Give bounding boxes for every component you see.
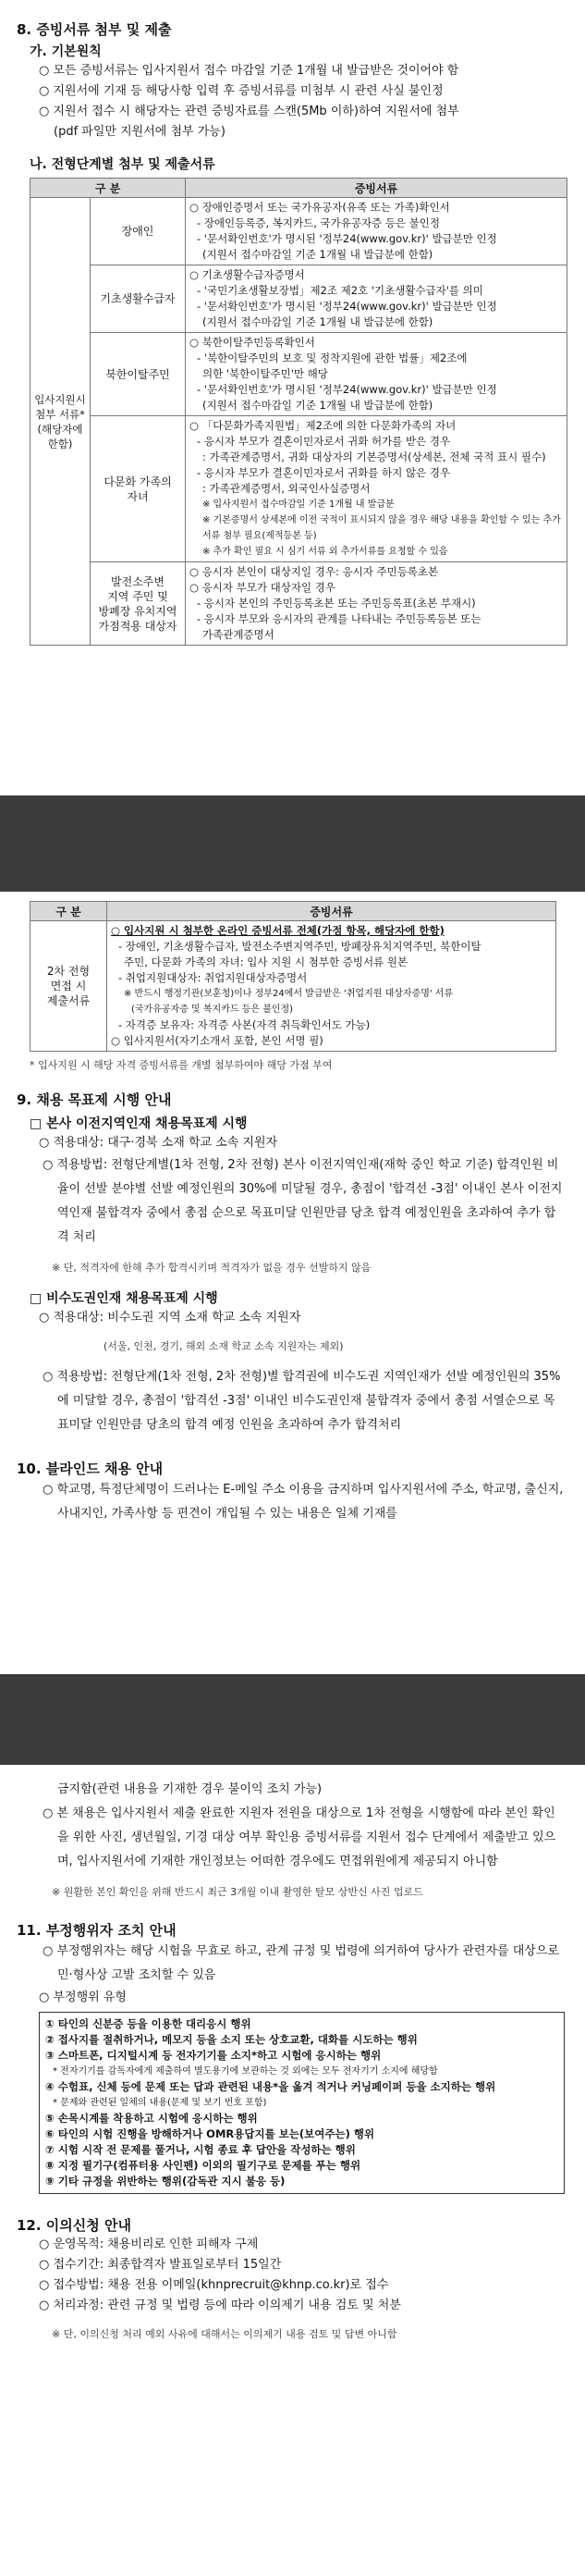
group-cell: 입사지원시 첨부 서류* (해당자에 한함)	[30, 198, 91, 646]
table-row	[30, 333, 567, 416]
blind-item: ○ 학교명, 특정단체명이 드러나는 E-메일 주소 이용을 금지하며 입사지원서에 주소, 학교명, 출신지, 사내지인, 가족사항 등 편견이 개입될 수 있는 내용은 일체 기재를	[43, 1483, 564, 1521]
doc-line: - 응시자 부모와 응시자의 관계를 나타내는 주민등록등본 또는	[197, 612, 481, 625]
doc-line: ○ 응시자 본인이 대상지일 경우: 응시자 주민등록초본	[189, 565, 439, 578]
misconduct-type: ⑤ 손목시계를 착용하고 시험에 응시하는 행위	[45, 2112, 258, 2125]
section-9-title: 9. 채용 목표제 시행 안내	[17, 1091, 172, 1108]
table-row	[30, 921, 556, 1052]
quota-item: ○ 적용방법: 전형단계별(1차 전형, 2차 전형) 본사 이전지역인재(재학 중인 학교 기준) 합격인원 비율이 선발 분야별 선발 예정인원의 30%에 미달될 경우, 총점이 '합격선 -3점' 이내인 본사 이전지역인재 불합격자 중에서 총점 순으로 목표미달 인원만큼 당초 합격 예정인원을 초과하여 추가 합격 처리	[43, 1158, 563, 1244]
doc-line: ※ 추가 확인 필요 시 심기 서류 외 추가서류를 요청할 수 있음	[202, 547, 448, 557]
doc-line: ○ 장애인증명서 또는 국가유공자(유족 또는 가족)확인서	[189, 201, 450, 214]
misconduct-type: ⑥ 타인의 시험 진행을 방해하거나 OMR용답지를 보는(보여주는) 행위	[45, 2127, 375, 2140]
document-page-1	[0, 0, 585, 795]
doc-line: - 응시자 부모가 결혼이민자로서 귀화를 하지 않은 경우	[197, 466, 451, 479]
doc-line: ○ 「다문화가족지원법」제2조에 의한 다문화가족의 자녀	[189, 419, 457, 432]
table-row	[30, 198, 567, 265]
row-category: 다문화 가족의 자녀	[91, 416, 186, 562]
interview-docs-table	[30, 901, 556, 1052]
objection-item: ○ 접수방법: 채용 전용 이메일(khnprecruit@khnp.co.kr)로 접수	[39, 2278, 389, 2292]
misconduct-type: ① 타인의 신분증 등을 이용한 대리응시 행위	[45, 2017, 251, 2030]
blind-note: ※ 원활한 본인 확인을 위해 반드시 최근 3개월 이내 촬영한 탈모 상반신 사진 업로드	[52, 1886, 423, 1898]
quota-item: ○ 적용대상: 비수도권 지역 소재 학교 소속 지원자	[39, 1311, 301, 1325]
section-12-title: 12. 이의신청 안내	[17, 2217, 131, 2234]
row-documents	[186, 265, 567, 333]
doc-line: - '문서확인번호'가 명시된 '정부24(www.gov.kr)' 발급분만 인정	[197, 300, 497, 313]
misconduct-type: ⑧ 지정 필기구(컴퓨터용 사인펜) 이외의 필기구로 문제를 푸는 행위	[45, 2159, 361, 2172]
doc-line: - 자격증 보유자: 자격증 사본(자격 취득확인서도 가능)	[118, 1018, 371, 1031]
misconduct-item: ○ 부정행위자는 해당 시험을 무효로 하고, 관계 규정 및 법령에 의거하여 당사가 관련자를 대상으로 민·형사상 고발 조치할 수 있음	[43, 1944, 559, 1982]
doc-line: - 취업지원대상자: 취업지원대상자증명서	[118, 971, 308, 984]
doc-line: ○ 입사지원 시 첨부한 온라인 증빙서류 전체(가점 항목, 해당자에 한함)	[111, 924, 445, 937]
document-page-3	[0, 1765, 585, 2576]
table-header-documents: 증빙서류	[186, 179, 567, 198]
misconduct-type: ⑦ 시험 시작 전 문제를 풀거나, 시험 종료 후 답안을 작성하는 행위	[45, 2143, 356, 2156]
hq-region-quota-title: □ 본사 이전지역인재 채용목표제 시행	[30, 1116, 248, 1131]
row-category: 기초생활수급자	[91, 265, 186, 333]
doc-line: - 응시자 부모가 결혼이민자로서 귀화 허가를 받은 경우	[197, 435, 451, 448]
row-documents	[186, 416, 567, 562]
table-header-category: 구 분	[30, 179, 186, 198]
row-category: 장애인	[91, 198, 186, 265]
doc-line: - 장애인등록증, 복지카드, 국가유공자증 등은 불인정	[197, 216, 441, 229]
row-documents	[186, 562, 567, 646]
misconduct-type: ⑨ 기타 규정을 위반하는 행위(감독관 지시 불응 등)	[45, 2175, 286, 2188]
documents-table	[30, 178, 567, 646]
page-separator	[0, 795, 585, 892]
misconduct-type: * 전자기기를 감독자에게 제출하여 별도용기에 보관하는 것 외에는 모두 전자기기 소지에 해당함	[53, 2066, 438, 2077]
doc-line: - '국민기초생활보장법」제2조 제2호 '기초생활수급자'를 의미	[197, 284, 483, 297]
doc-line: (지원서 접수마감일 기준 1개월 내 발급분에 한함)	[202, 399, 433, 412]
table-row	[30, 562, 567, 646]
misconduct-types-box	[39, 2012, 565, 2194]
doc-line: (국가유공자증 및 복지카드 등은 불인정)	[131, 1005, 294, 1015]
objection-item: ○ 접수기간: 최종합격자 발표일로부터 15일간	[39, 2258, 282, 2272]
row-category: 발전소주변 지역 주민 및 방폐장 유치지역 가점적용 대상자	[91, 562, 186, 646]
section-8-title: 8. 증빙서류 첨부 및 제출	[17, 21, 172, 38]
table-header-documents: 증빙서류	[107, 902, 556, 921]
doc-line: ※ 반드시 행정기관(보훈청)이나 정부24에서 발급받은 '취업지원 대상자증명' 서류	[124, 989, 454, 999]
doc-line: ※ 입사지원서 접수마감일 기준 1개월 내 발급분	[202, 499, 395, 510]
basic-principle-title: 가. 기본원칙	[30, 44, 102, 59]
stage-docs-title: 나. 전형단계별 첨부 및 제출서류	[30, 157, 215, 172]
doc-line: (지원서 접수마감일 기준 1개월 내 발급분에 한함)	[202, 315, 433, 328]
doc-line: : 가족관계증명서, 귀화 대상자의 기본증명서(상세본, 전체 국적 표시 필수)	[202, 450, 546, 463]
table-footnote: * 입사지원 시 해당 자격 증빙서류를 개별 첨부하여야 해당 가점 부여	[30, 1059, 333, 1071]
doc-line: - 응시자 본인의 주민등록초본 또는 주민등록표(초본 부재시)	[197, 597, 476, 610]
table-header-category: 구 분	[30, 902, 107, 921]
doc-line: (지원서 접수마감일 기준 1개월 내 발급분에 한함)	[202, 248, 433, 261]
misconduct-type: * 문제와 관련된 일체의 내용(문제 및 보기 번호 포함)	[53, 2098, 267, 2108]
non-capital-quota-title: □ 비수도권인재 채용목표제 시행	[30, 1291, 218, 1306]
blind-item: 금지함(관련 내용을 기재한 경우 불이익 조치 가능)	[57, 1782, 323, 1796]
row-documents	[186, 333, 567, 416]
doc-line: ○ 북한이탈주민등록확인서	[189, 336, 315, 349]
row-documents	[107, 921, 556, 1052]
objection-note: ※ 단, 이의신청 처리 예외 사유에 대해서는 이의제기 내용 검토 및 답변 아니함	[52, 2328, 397, 2340]
doc-line: ○ 응시자 부모가 대상자일 경우	[189, 581, 335, 594]
table-row	[30, 265, 567, 333]
doc-line: 가족관계증명서	[202, 628, 274, 641]
principle-item: ○ 지원서에 기재 등 해당사항 입력 후 증빙서류를 미첨부 시 관련 사실 불인정	[39, 84, 444, 98]
page-separator	[0, 1674, 585, 1765]
misconduct-item: ○ 부정행위 유형	[39, 1991, 127, 2004]
doc-line: - 장애인, 기초생활수급자, 발전소주변지역주민, 방폐장유치지역주민, 북한이탈	[118, 940, 481, 953]
objection-item: ○ 운영목적: 채용비리로 인한 피해자 구제	[39, 2237, 259, 2251]
doc-line: 의한 '북한이탈주민'만 해당	[202, 367, 328, 380]
objection-item: ○ 처리과정: 관련 규정 및 법령 등에 따라 이의제기 내용 검토 및 처분	[39, 2299, 401, 2312]
misconduct-type: ④ 수험표, 신체 등에 문제 또는 답과 관련된 내용*을 옮겨 적거나 커닝페이퍼 등을 소지하는 행위	[45, 2080, 496, 2093]
row-documents	[186, 198, 567, 265]
doc-line: ○ 입사지원서(자기소개서 포함, 본인 서명 필)	[111, 1034, 323, 1047]
section-10-title: 10. 블라인드 채용 안내	[17, 1461, 164, 1477]
doc-line: - '북한이탈주민의 보호 및 정착지원에 관한 법률」제2조에	[197, 351, 468, 364]
section-11-title: 11. 부정행위자 조치 안내	[17, 1922, 177, 1939]
table-row	[30, 416, 567, 562]
quota-item: ○ 적용대상: 대구·경북 소재 학교 소속 지원자	[39, 1136, 278, 1150]
principle-item: (pdf 파일만 지원서에 첨부 가능)	[54, 125, 225, 139]
quota-note: (서울, 인천, 경기, 해외 소재 학교 소속 지원자는 제외)	[104, 1340, 344, 1352]
doc-line: ※ 기본증명서 상세본에 이전 국적이 표시되지 않을 경우 해당 내용을 확인할 수 있는 추가서류 첨부 필요(제적등본 등)	[202, 515, 561, 541]
principle-item: ○ 모든 증빙서류는 입사지원서 접수 마감일 기준 1개월 내 발급받은 것이어야 함	[39, 64, 459, 78]
doc-line: ○ 기초생활수급자증명서	[189, 268, 305, 281]
document-page-2	[0, 892, 585, 1674]
doc-line: 주민, 다문화 가족의 자녀: 입사 지원 시 첨부한 증빙서류 원본	[124, 955, 408, 968]
blind-item: ○ 본 채용은 입사지원서 제출 완료한 지원자 전원을 대상으로 1차 전형을 시행함에 따라 본인 확인을 위한 사진, 생년월일, 기경 대상 여부 확인용 증빙서류를 지원서 접수 단계에서 제출받고 있으며, 입사지원서에 기재한 개인정보는 어떠한 경우에도 면접위원에게 제공되지 아니함	[43, 1806, 556, 1868]
misconduct-type: ② 접사지를 절취하거나, 메모지 등을 소지 또는 상호교환, 대화를 시도하는 행위	[45, 2033, 418, 2046]
doc-line: - '문서확인번호'가 명시된 '정부24(www.gov.kr)' 발급분만 인정	[197, 232, 497, 245]
quota-item: ○ 적용방법: 전형단계(1차 전형, 2차 전형)별 합격권에 비수도권 지역인재가 선발 예정인원의 35%에 미달할 경우, 총점이 '합격선 -3점' 이내인 비수도권인재 불합격자 중에서 총점 서열순으로 목표미달 인원만큼 당초의 합격 예정 인원을 초과하여 추가 합격처리	[43, 1370, 561, 1432]
quota-note: ※ 단, 적격자에 한해 추가 합격시키며 적격자가 없을 경우 선발하지 않음	[52, 1262, 372, 1274]
doc-line: - '문서확인번호'가 명시된 '정부24(www.gov.kr)' 발급분만 인정	[197, 383, 497, 396]
principle-item: ○ 지원서 접수 시 해당자는 관련 증빙자료를 스캔(5Mb 이하)하여 지원서에 첨부	[39, 105, 459, 118]
misconduct-type: ③ 스마트폰, 디지털시계 등 전자기기를 소지*하고 시험에 응시하는 행위	[45, 2049, 382, 2062]
row-category: 북한이탈주민	[91, 333, 186, 416]
doc-line: : 가족관계증명서, 외국인사실증명서	[202, 482, 371, 495]
row-category: 2차 전형 면접 시 제출서류	[30, 921, 107, 1052]
